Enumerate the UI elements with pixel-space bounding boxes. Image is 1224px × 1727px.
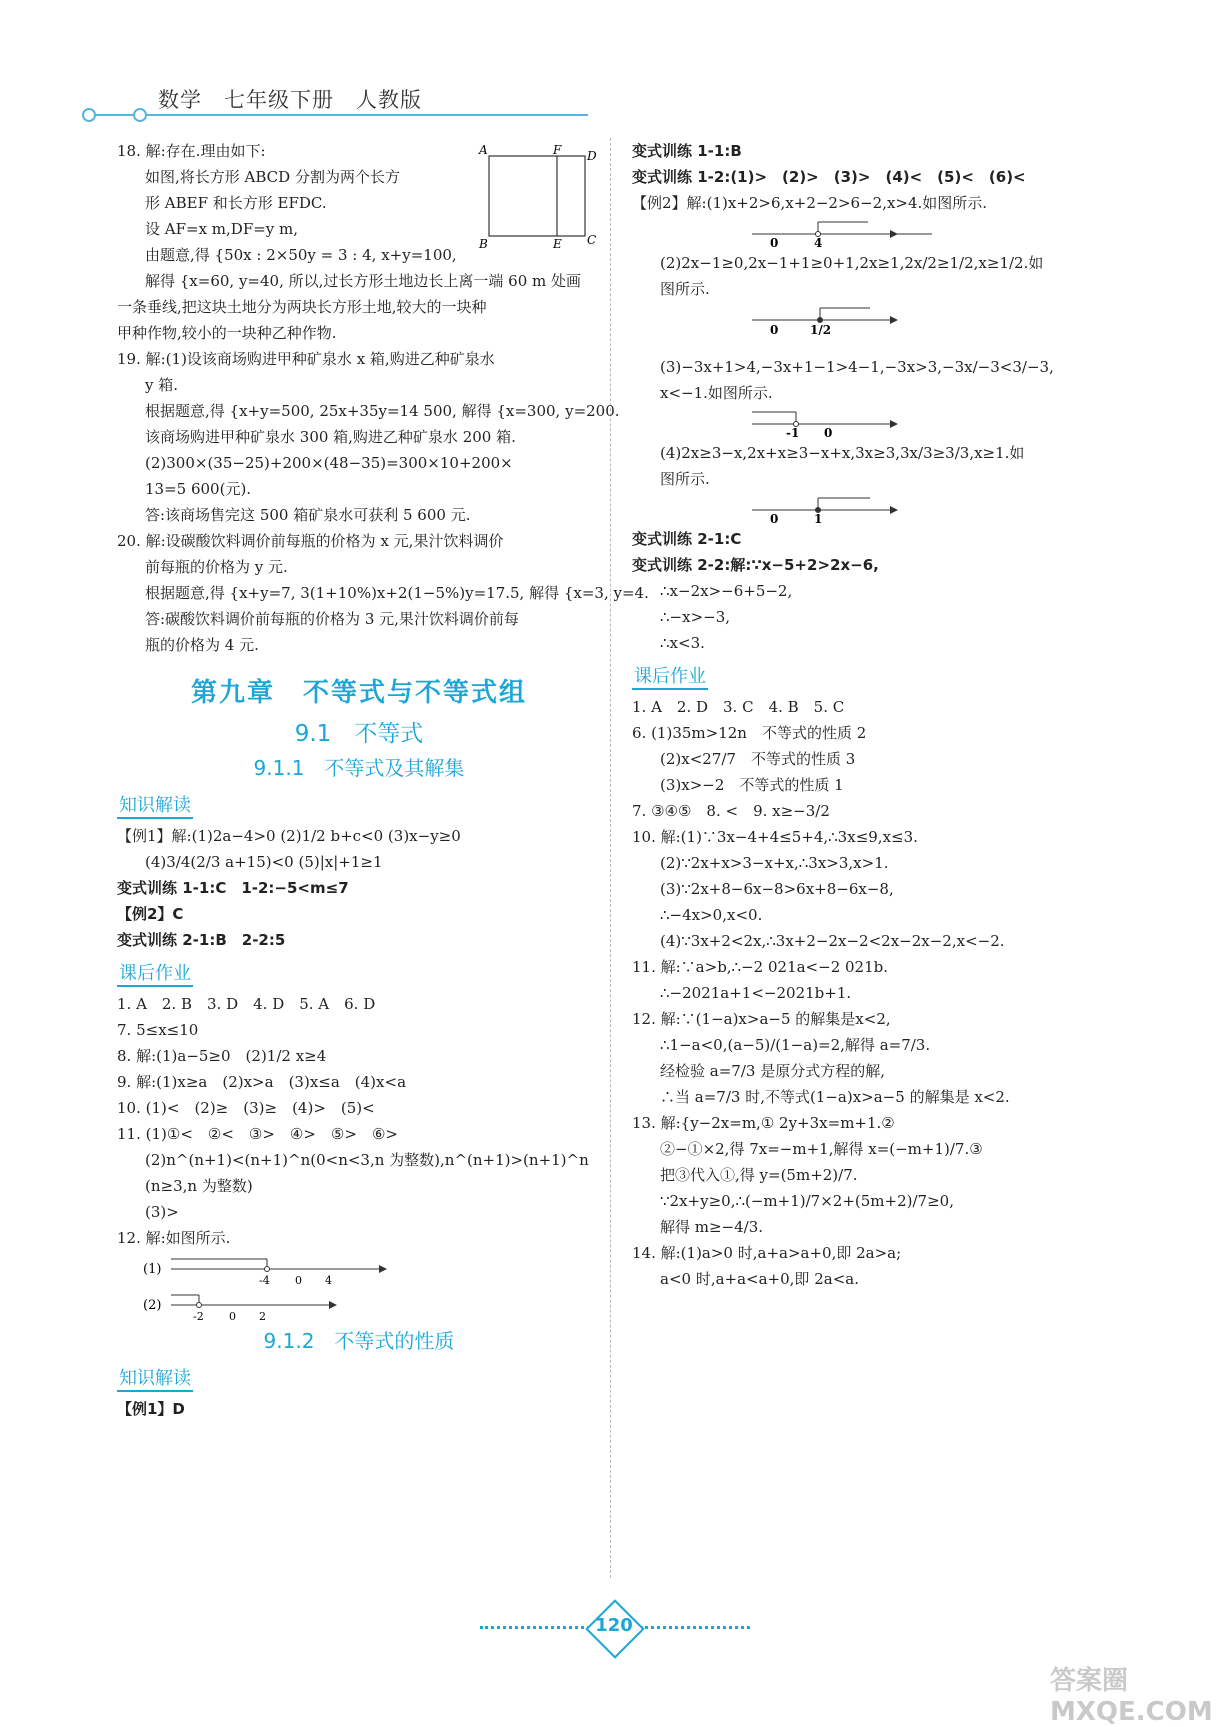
nl2-tick: 2 [259,1310,266,1323]
nlC-tick: -1 [786,426,800,438]
section-title: 9.1 不等式 [294,721,424,747]
example-line: 图所示. [660,280,710,298]
q18-line: 甲种作物,较小的一块种乙种作物. [117,324,337,342]
hw-line: ∴−4x>0,x<0. [660,906,763,924]
hw-line: 12. 解:如图所示. [117,1229,231,1247]
tag-knowledge: 知识解读 [117,1364,193,1392]
q20-line: 根据题意,得 {x+y=7, 3(1+10%)x+2(1−5%)y=17.5, 解得 {x=3, y=4. [145,584,649,602]
nlD-tick: 1 [814,512,823,524]
fig-label-e: E [553,237,562,250]
q18-line: 如图,将长方形 ABCD 分割为两个长方 [145,168,400,186]
number-line-b [632,304,932,352]
q19-line: y 箱. [145,376,179,394]
hw-line: 13. 解:{y−2x=m,① 2y+3x=m+1.② [632,1114,895,1132]
watermark: 答案圈 MXQE.COM [1050,1666,1213,1727]
number-line-c [632,408,932,438]
fig-label-a: A [479,143,488,157]
hw-line: 6. (1)35m>12n 不等式的性质 2 [632,724,867,742]
fig-label-f: F [553,143,562,157]
example-line: (2)2x−1≥0,2x−1+1≥0+1,2x≥1,2x/2≥1/2,x≥1/2.如 [660,254,1044,272]
number-line-1 [117,1253,397,1287]
right-column [632,138,1112,1292]
hw-line: 经检验 a=7/3 是原分式方程的解, [660,1062,885,1080]
nl2-label: (2) [143,1298,162,1313]
nlD-tick: 0 [770,512,779,524]
q19-line: (2)300×(35−25)+200×(48−35)=300×10+200× [145,454,513,472]
header-rule [88,114,588,116]
number-line-a [632,218,932,248]
hw-line: ∴−2021a+1<−2021b+1. [660,984,852,1002]
q19-line: 19. 解:(1)设该商场购进甲种矿泉水 x 箱,购进乙种矿泉水 [117,350,495,368]
hw-line: 12. 解:∵(1−a)x>a−5 的解集是x<2, [632,1010,891,1028]
example-line: (3)−3x+1>4,−3x+1−1>4−1,−3x>3,−3x/−3<3/−3, [660,358,1054,376]
nlB-tick: 1/2 [810,323,832,337]
hw-line: 1. A 2. D 3. C 4. B 5. C [632,698,845,716]
hw-line: 14. 解:(1)a>0 时,a+a>a+0,即 2a>a; [632,1244,902,1262]
page-number-dots-right [640,1626,750,1629]
variant-line: 变式训练 1-1:B [632,142,742,160]
q19-line: 答:该商场售完这 500 箱矿泉水可获利 5 600 元. [145,506,471,524]
q18-line: 由题意,得 {50x : 2×50y = 3 : 4, x+y=100, [145,246,457,264]
hw-line: ②−①×2,得 7x=−m+1,解得 x=(−m+1)/7.③ [660,1140,983,1158]
variant-line: 变式训练 1-1:C 1-2:−5<m≤7 [117,879,349,897]
hw-line: (3)> [145,1203,179,1221]
left-column [117,138,649,1422]
header-title: 数学 七年级下册 人教版 [158,88,422,112]
nl2-tick: 0 [229,1310,236,1323]
variant-line: ∴−x>−3, [660,608,731,626]
variant-line: 变式训练 2-1:B 2-2:5 [117,931,286,949]
hw-line: 11. 解:∵a>b,∴−2 021a<−2 021b. [632,958,889,976]
q19-line: 13=5 600(元). [145,480,252,498]
nl1-tick: 0 [295,1274,302,1287]
nlC-tick: 0 [824,426,833,438]
header-circle-left [82,108,96,122]
hw-line: (2)∵2x+x>3−x+x,∴3x>3,x>1. [660,854,889,872]
hw-line: ∵2x+y≥0,∴(−m+1)/7×2+(5m+2)/7≥0, [660,1192,954,1210]
variant-line: 变式训练 2-1:C [632,530,742,548]
example-line: 【例2】C [117,905,184,923]
hw-line: 7. 5≤x≤10 [117,1021,199,1039]
hw-line: 解得 m≥−4/3. [660,1218,764,1236]
variant-line: 变式训练 1-2:(1)> (2)> (3)> (4)< (5)< (6)< [632,168,1026,186]
tag-knowledge: 知识解读 [117,791,193,819]
subsection-title: 9.1.2 不等式的性质 [263,1329,455,1353]
hw-line: 9. 解:(1)x≥a (2)x>a (3)x≤a (4)x<a [117,1073,407,1091]
q20-line: 前每瓶的价格为 y 元. [145,558,288,576]
fig-label-c: C [587,233,597,247]
hw-line: (n≥3,n 为整数) [145,1177,253,1195]
hw-line: 11. (1)①< ②< ③> ④> ⑤> ⑥> [117,1125,398,1143]
variant-line: ∴x<3. [660,634,705,652]
q20-line: 答:碳酸饮料调价前每瓶的价格为 3 元,果汁饮料调价前每 [145,610,519,628]
hw-line: (3)x>−2 不等式的性质 1 [660,776,844,794]
example-line: (4)2x≥3−x,2x+x≥3−x+x,3x≥3,3x/3≥3/3,x≥1.如 [660,444,1025,462]
column-divider [610,138,611,1578]
q18-block [117,138,601,346]
nl1-tick: 4 [325,1274,332,1287]
hw-line: 7. ③④⑤ 8. < 9. x≥−3/2 [632,802,830,820]
q19-line: 该商场购进甲种矿泉水 300 箱,购进乙种矿泉水 200 箱. [145,428,516,446]
q19-line: 根据题意,得 {x+y=500, 25x+35y=14 500, 解得 {x=300, y=200. [145,402,620,420]
hw-line: 10. (1)< (2)≥ (3)≥ (4)> (5)< [117,1099,375,1117]
example-line: 图所示. [660,470,710,488]
q18-line: 18. 解:存在.理由如下: [117,142,266,160]
q18-line: 一条垂线,把这块土地分为两块长方形土地,较大的一块种 [117,298,487,316]
example-line: 【例1】D [117,1400,185,1418]
tag-homework: 课后作业 [117,959,193,987]
nlB-tick: 0 [770,323,779,337]
q18-line: 形 ABEF 和长方形 EFDC. [145,194,327,212]
nl2-tick: -2 [193,1310,204,1323]
nl1-tick: -4 [259,1274,270,1287]
number-line-2 [117,1289,397,1323]
fig-label-d: D [587,149,597,163]
example-line: 【例2】解:(1)x+2>6,x+2−2>6−2,x>4.如图所示. [632,194,988,212]
hw-line: (2)x<27/7 不等式的性质 3 [660,750,856,768]
q20-line: 瓶的价格为 4 元. [145,636,259,654]
page-number-dots-left [480,1626,590,1629]
hw-line: 把③代入①,得 y=(5m+2)/7. [660,1166,858,1184]
q18-line: 设 AF=x m,DF=y m, [145,220,299,238]
number-line-d [632,494,932,524]
example-line: x<−1.如图所示. [660,384,773,402]
subsection-title: 9.1.1 不等式及其解集 [253,756,465,780]
example-line: (4)3/4(2/3 a+15)<0 (5)|x|+1≥1 [145,853,383,871]
variant-line: 变式训练 2-2:解:∵x−5+2>2x−6, [632,556,879,574]
nlA-tick: 4 [814,236,823,248]
hw-line: ∴1−a<0,(a−5)/(1−a)=2,解得 a=7/3. [660,1036,931,1054]
hw-line: 10. 解:(1)∵3x−4+4≤5+4,∴3x≤9,x≤3. [632,828,918,846]
hw-line: ∴当 a=7/3 时,不等式(1−a)x>a−5 的解集是 x<2. [660,1088,1010,1106]
tag-homework: 课后作业 [632,662,708,690]
hw-line: 1. A 2. B 3. D 4. D 5. A 6. D [117,995,376,1013]
rectangle-figure [477,140,597,250]
fig-label-b: B [479,237,488,250]
example-line: 【例1】解:(1)2a−4>0 (2)1/2 b+c<0 (3)x−y≥0 [117,827,461,845]
q18-line: 解得 {x=60, y=40, 所以,过长方形土地边长上离一端 60 m 处画 [145,272,582,290]
hw-line: (4)∵3x+2<2x,∴3x+2−2x−2<2x−2x−2,x<−2. [660,932,1005,950]
q20-line: 20. 解:设碳酸饮料调价前每瓶的价格为 x 元,果汁饮料调价 [117,532,504,550]
chapter-title: 第九章 不等式与不等式组 [190,678,527,708]
hw-line: 8. 解:(1)a−5≥0 (2)1/2 x≥4 [117,1047,327,1065]
nlA-tick: 0 [770,236,779,248]
hw-line: (3)∵2x+8−6x−8>6x+8−6x−8, [660,880,894,898]
nl1-label: (1) [143,1262,162,1277]
hw-line: (2)n^(n+1)<(n+1)^n(0<n<3,n 为整数),n^(n+1)>(n+1)^n [145,1151,589,1169]
page-number: 120 [595,1615,633,1636]
variant-line: ∴x−2x>−6+5−2, [660,582,793,600]
hw-line: a<0 时,a+a<a+0,即 2a<a. [660,1270,859,1288]
header-circle-right [133,108,147,122]
